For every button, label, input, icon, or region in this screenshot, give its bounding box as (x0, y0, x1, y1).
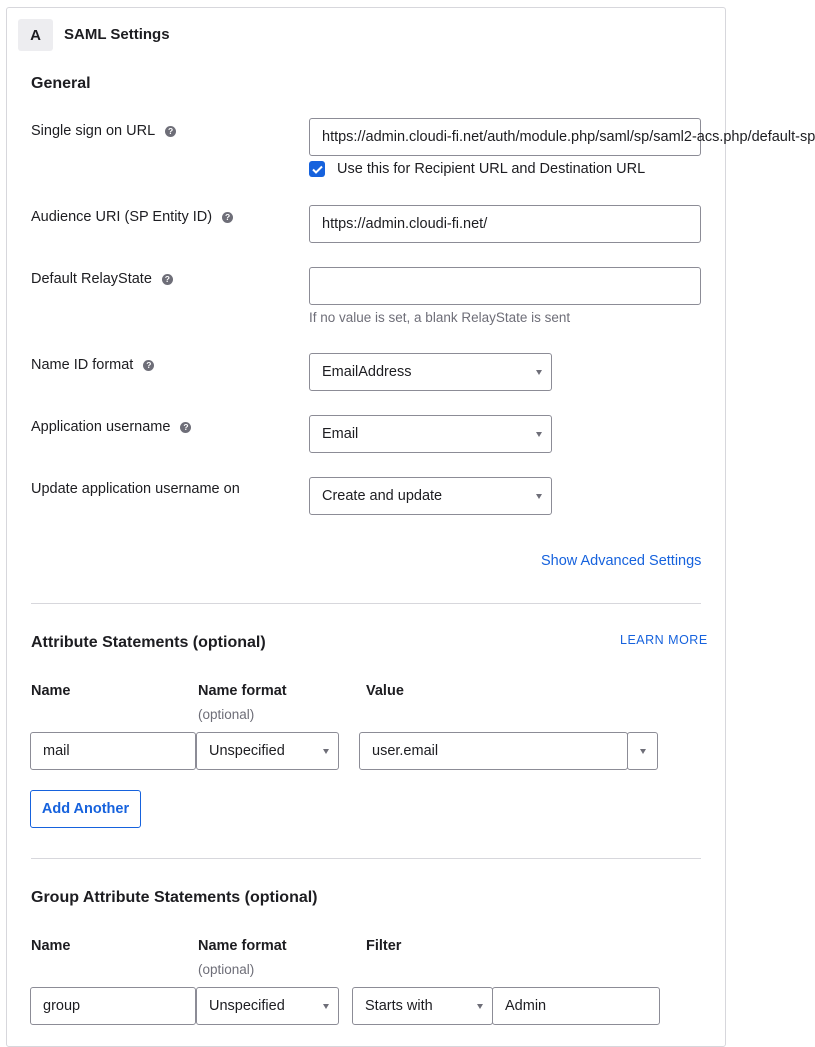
chevron-down-icon (323, 749, 329, 754)
chevron-down-icon (536, 494, 542, 499)
help-icon[interactable]: ? (180, 422, 191, 433)
col-value: Value (366, 683, 404, 699)
sso-url-input[interactable] (309, 118, 815, 156)
group-filter-value: Admin (505, 998, 547, 1014)
app-username-value: Email (322, 426, 359, 442)
sso-url-label (31, 123, 176, 139)
group-filter-value-input[interactable] (492, 987, 660, 1025)
update-username-value: Create and update (322, 488, 443, 504)
learn-more-link[interactable]: LEARN MORE (620, 633, 708, 647)
recipient-checkbox-label[interactable]: Use this for Recipient URL and Destination URL (337, 161, 646, 177)
chevron-down-icon (536, 432, 542, 437)
general-heading: General (31, 75, 91, 92)
help-icon[interactable]: ? (222, 212, 233, 223)
name-id-format-label-text: Name ID format (31, 357, 134, 373)
relay-state-label (31, 271, 173, 287)
name-id-format-label (31, 357, 154, 373)
help-icon[interactable]: ? (143, 360, 154, 371)
app-username-select[interactable] (309, 415, 552, 453)
sso-url-value: https://admin.cloudi-fi.net/auth/module.php/saml/sp/saml2-acs.php/default-sp (322, 129, 815, 145)
relay-state-input[interactable] (309, 267, 701, 305)
group-col-name-format: Name format (198, 938, 287, 954)
group-col-name: Name (31, 938, 71, 954)
chevron-down-icon (477, 1004, 483, 1009)
audience-uri-input[interactable] (309, 205, 701, 243)
group-name-input[interactable] (30, 987, 196, 1025)
audience-uri-label (31, 209, 233, 225)
group-format-select[interactable] (196, 987, 339, 1025)
help-icon[interactable]: ? (162, 274, 173, 285)
update-username-select[interactable] (309, 477, 552, 515)
relay-state-hint: If no value is set, a blank RelayState is sent (309, 310, 571, 325)
update-username-label-text: Update application username on (31, 481, 240, 497)
group-filter-type-select[interactable] (352, 987, 493, 1025)
attribute-name-value: mail (43, 743, 70, 759)
group-filter-type-value: Starts with (365, 998, 433, 1014)
chevron-down-icon (323, 1004, 329, 1009)
recipient-checkbox[interactable] (309, 161, 325, 177)
attribute-value-dropdown-button[interactable] (627, 732, 658, 770)
attribute-name-input[interactable] (30, 732, 196, 770)
group-format-value: Unspecified (209, 998, 285, 1014)
chevron-down-icon (640, 749, 646, 754)
section-title: SAML Settings (64, 26, 170, 43)
add-another-button[interactable]: Add Another (30, 790, 141, 828)
relay-state-label-text: Default RelayState (31, 271, 152, 287)
group-name-value: group (43, 998, 81, 1014)
step-badge: A (18, 19, 53, 51)
attribute-value-value: user.email (372, 743, 439, 759)
audience-uri-value: https://admin.cloudi-fi.net/ (322, 216, 488, 232)
chevron-down-icon (536, 370, 542, 375)
audience-uri-label-text: Audience URI (SP Entity ID) (31, 209, 213, 225)
app-username-label-text: Application username (31, 419, 171, 435)
group-attribute-statements-heading: Group Attribute Statements (optional) (31, 889, 318, 906)
sso-url-label-text: Single sign on URL (31, 123, 156, 139)
group-col-name-format-optional: (optional) (198, 962, 255, 977)
col-name: Name (31, 683, 71, 699)
show-advanced-settings-link[interactable]: Show Advanced Settings (541, 553, 702, 569)
name-id-format-value: EmailAddress (322, 364, 412, 380)
app-username-label (31, 419, 191, 435)
name-id-format-select[interactable] (309, 353, 552, 391)
update-username-label (31, 481, 240, 497)
help-icon[interactable]: ? (165, 126, 176, 137)
col-name-format: Name format (198, 683, 287, 699)
col-name-format-optional: (optional) (198, 707, 255, 722)
attribute-format-select[interactable] (196, 732, 339, 770)
attribute-value-input[interactable] (359, 732, 628, 770)
attribute-statements-heading: Attribute Statements (optional) (31, 634, 266, 651)
divider (31, 603, 701, 604)
check-icon (312, 165, 323, 174)
divider (31, 858, 701, 859)
group-col-filter: Filter (366, 938, 402, 954)
attribute-format-value: Unspecified (209, 743, 285, 759)
